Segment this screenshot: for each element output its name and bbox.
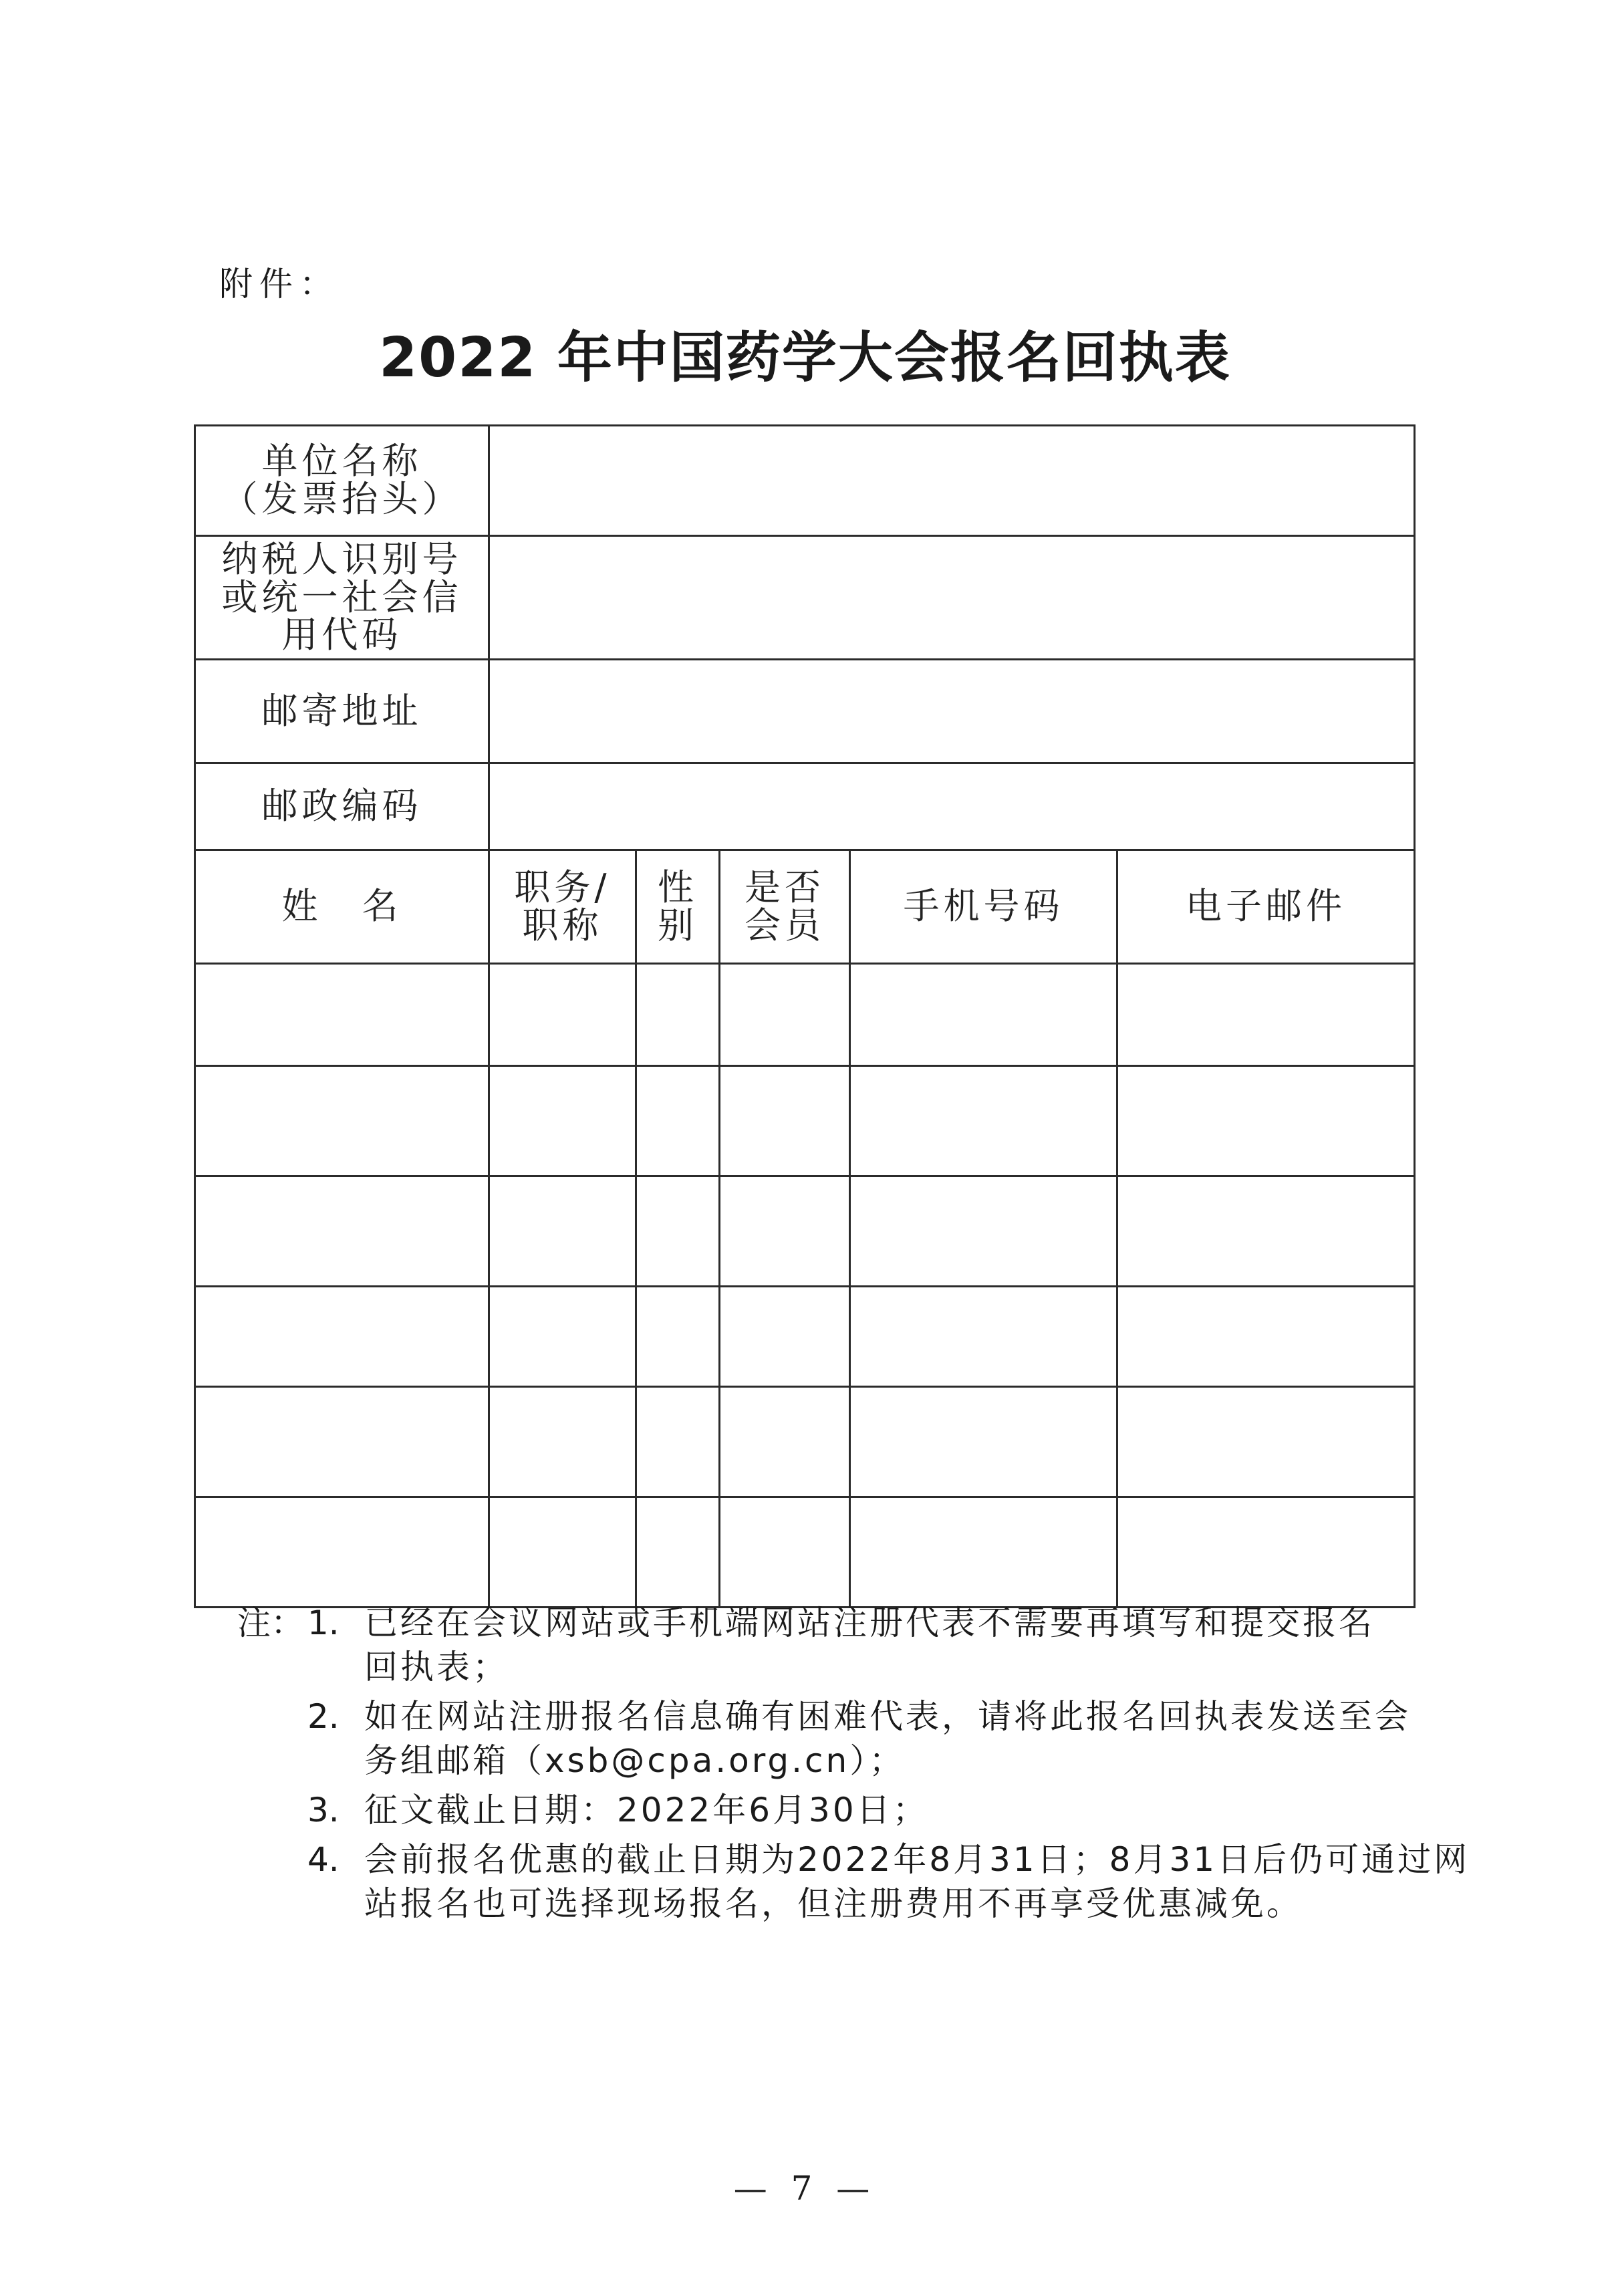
note-text: 征文截止日期：2022年6月30日； (364, 1791, 929, 1829)
note-number: 2. (307, 1697, 340, 1736)
name-cell[interactable] (195, 964, 489, 1066)
unit-name-label (195, 426, 489, 536)
email-column-header: 电子邮件 (1117, 850, 1415, 964)
position-header-line1: 职务/ (514, 866, 611, 908)
page-number: — 7 — (733, 2169, 877, 2208)
note-text-continued (364, 1739, 1414, 1783)
registration-form-table (194, 424, 1416, 1608)
member-cell[interactable] (720, 1387, 850, 1497)
gender-header-line2: 别 (658, 904, 698, 946)
phone-cell[interactable] (850, 1176, 1117, 1287)
note-item-2 (237, 1694, 1414, 1783)
postal-code-field[interactable] (489, 763, 1415, 850)
email-cell[interactable] (1117, 1497, 1415, 1608)
mail-address-label: 邮寄地址 (195, 660, 489, 763)
name-cell[interactable] (195, 1497, 489, 1608)
note-text: 会前报名优惠的截止日期为2022年8月31日；8月31日后仍可通过网 (364, 1840, 1470, 1879)
email-cell[interactable] (1117, 1176, 1415, 1287)
member-cell[interactable] (720, 1066, 850, 1176)
note-email-line: 务组邮箱（xsb@cpa.org.cn）； (364, 1741, 906, 1780)
gender-cell[interactable] (636, 1497, 720, 1608)
tax-id-label (195, 536, 489, 660)
position-cell[interactable] (489, 1287, 636, 1387)
note-number: 3. (307, 1791, 340, 1829)
phone-cell[interactable] (850, 964, 1117, 1066)
member-cell[interactable] (720, 1497, 850, 1608)
member-column-header (720, 850, 850, 964)
note-text-continued: 回执表； (364, 1648, 509, 1686)
phone-column-header: 手机号码 (850, 850, 1117, 964)
notes-section (237, 1601, 1470, 1931)
unit-name-label-line1: 单位名称 (261, 440, 422, 483)
name-cell[interactable] (195, 1287, 489, 1387)
member-header-line1: 是否 (745, 866, 825, 908)
member-header-line2: 会员 (745, 904, 825, 946)
table-row (195, 1387, 1415, 1497)
note-text: 如在网站注册报名信息确有困难代表，请将此报名回执表发送至会 (364, 1697, 1411, 1736)
gender-cell[interactable] (636, 1066, 720, 1176)
name-cell[interactable] (195, 1066, 489, 1176)
position-cell[interactable] (489, 1066, 636, 1176)
phone-cell[interactable] (850, 1497, 1117, 1608)
email-cell[interactable] (1117, 1287, 1415, 1387)
phone-cell[interactable] (850, 1066, 1117, 1176)
position-cell[interactable] (489, 1387, 636, 1497)
email-cell[interactable] (1117, 1066, 1415, 1176)
table-row (195, 1287, 1415, 1387)
name-column-header: 姓 名 (195, 850, 489, 964)
name-cell[interactable] (195, 1387, 489, 1497)
name-cell[interactable] (195, 1176, 489, 1287)
unit-name-label-line2: （发票抬头） (221, 478, 462, 520)
mail-address-field[interactable] (489, 660, 1415, 763)
table-row (195, 964, 1415, 1066)
gender-cell[interactable] (636, 1176, 720, 1287)
tax-id-label-line3: 用代码 (281, 614, 402, 656)
note-text-continued: 站报名也可选择现场报名，但注册费用不再享受优惠减免。 (364, 1884, 1303, 1923)
tax-id-field[interactable] (489, 536, 1415, 660)
note-item-4 (237, 1837, 1470, 1926)
page-title: 2022 年中国药学大会报名回执表 (379, 326, 1231, 390)
table-row (195, 1176, 1415, 1287)
gender-column-header (636, 850, 720, 964)
note-item-3 (237, 1788, 1414, 1832)
note-number: 1. (307, 1604, 340, 1642)
gender-cell[interactable] (636, 1287, 720, 1387)
table-row (195, 1066, 1415, 1176)
position-header-line2: 职称 (522, 904, 603, 946)
gender-header-line1: 性 (658, 866, 698, 908)
member-cell[interactable] (720, 1287, 850, 1387)
member-cell[interactable] (720, 1176, 850, 1287)
postal-code-label: 邮政编码 (195, 763, 489, 850)
position-cell[interactable] (489, 964, 636, 1066)
unit-name-field[interactable] (489, 426, 1415, 536)
notes-prefix: 注： (237, 1604, 304, 1642)
position-cell[interactable] (489, 1497, 636, 1608)
position-column-header (489, 850, 636, 964)
table-row (195, 1497, 1415, 1608)
note-text: 已经在会议网站或手机端网站注册代表不需要再填写和提交报名 (364, 1604, 1375, 1642)
phone-cell[interactable] (850, 1287, 1117, 1387)
email-cell[interactable] (1117, 1387, 1415, 1497)
tax-id-label-line1: 纳税人识别号 (221, 537, 462, 580)
gender-cell[interactable] (636, 964, 720, 1066)
gender-cell[interactable] (636, 1387, 720, 1497)
member-cell[interactable] (720, 964, 850, 1066)
phone-cell[interactable] (850, 1387, 1117, 1497)
attachment-label: 附件： (219, 265, 340, 303)
note-item-1 (237, 1601, 1414, 1689)
email-cell[interactable] (1117, 964, 1415, 1066)
tax-id-label-line2: 或统一社会信 (221, 576, 462, 618)
position-cell[interactable] (489, 1176, 636, 1287)
note-number: 4. (307, 1840, 340, 1879)
